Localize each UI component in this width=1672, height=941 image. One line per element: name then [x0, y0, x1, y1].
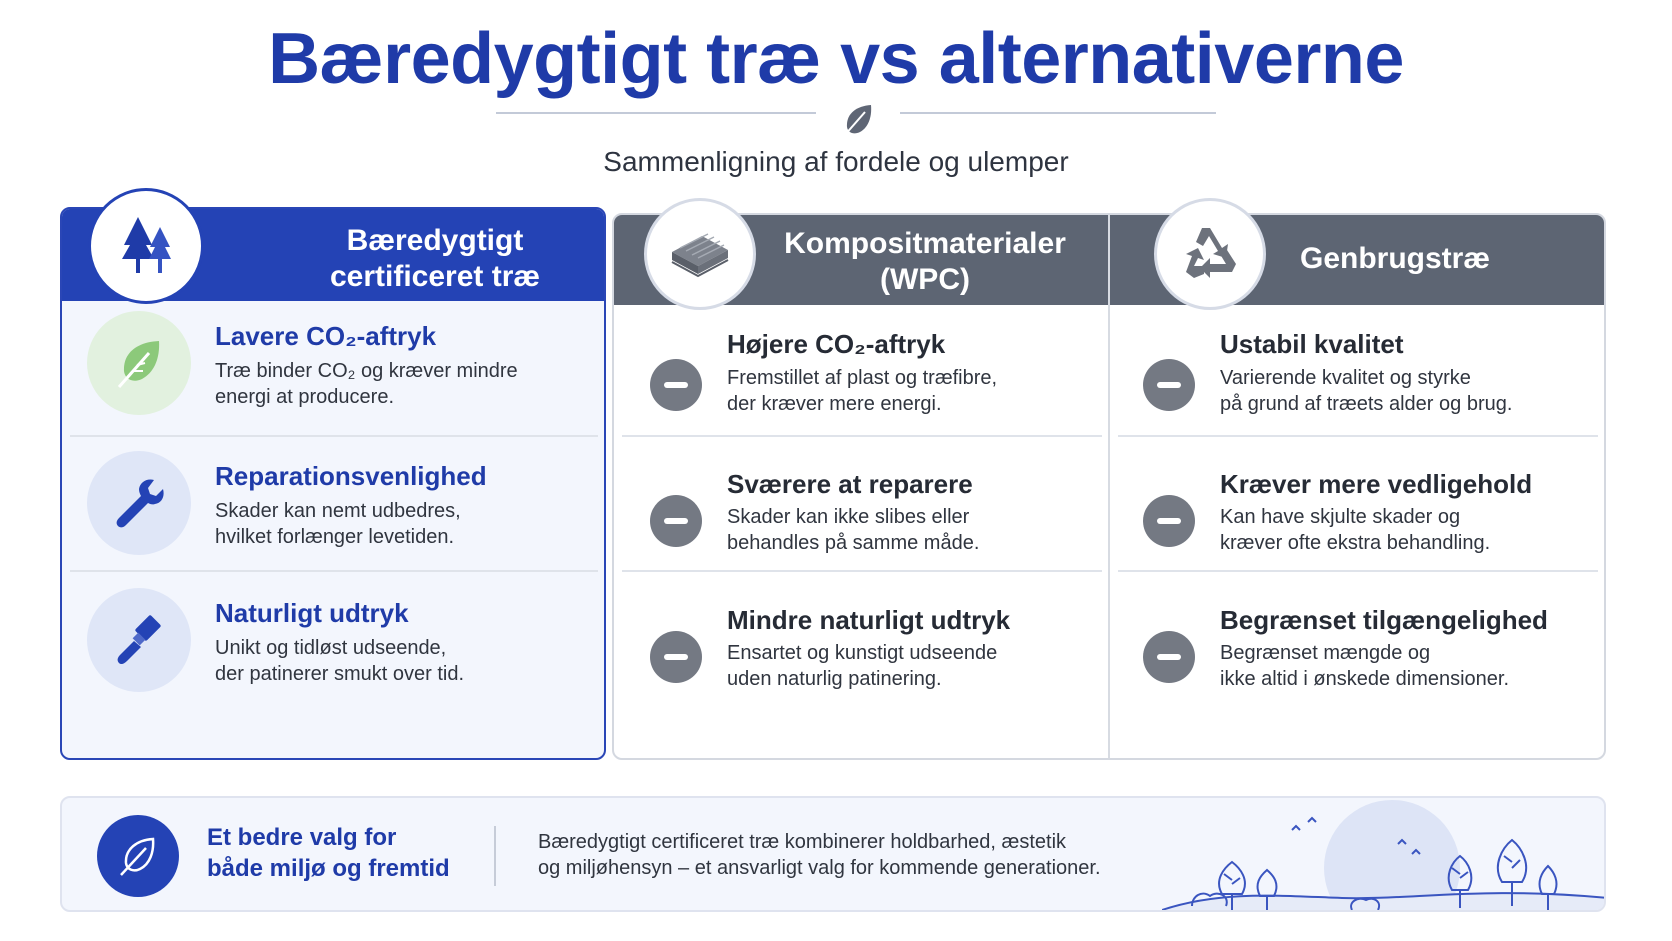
leaf-outline-icon-badge	[97, 815, 179, 897]
leaf-icon	[838, 100, 878, 140]
title-divider-left	[496, 112, 816, 114]
recycled-heading: Genbrugstræ	[1299, 242, 1491, 275]
wrench-icon	[110, 474, 168, 532]
drawback-text: Skader kan ikke slibes eller behandles på samme måde.	[727, 506, 980, 554]
row-separator	[622, 570, 1102, 572]
benefit-title: Reparationsvenlighed	[215, 461, 487, 491]
row-separator	[70, 435, 598, 437]
drawback-text: Varierende kvalitet og styrke på grund af træets alder og brug.	[1220, 367, 1513, 415]
wpc-heading: Kompositmaterialer (WPC)	[784, 227, 1066, 296]
planks-icon-circle	[644, 198, 756, 310]
banner-separator	[494, 826, 496, 886]
leaf-outline-icon	[113, 831, 163, 881]
title-divider-right	[900, 112, 1216, 114]
column-separator	[1108, 215, 1110, 760]
minus-icon	[650, 495, 702, 547]
paintbrush-icon-badge	[87, 588, 191, 692]
page-title: Bæredygtigt træ vs alternativerne	[268, 19, 1404, 99]
banner-text: Bæredygtigt certificeret træ kombinerer holdbarhed, æstetik og miljøhensyn – et ansvarligt valg for kommende generationer.	[538, 831, 1101, 879]
minus-icon	[650, 631, 702, 683]
benefit-text: Skader kan nemt udbedres, hvilket forlænger levetiden.	[215, 500, 461, 548]
sustainable-wood-heading: Bæredygtigt certificeret træ	[329, 224, 541, 293]
benefit-text: Unikt og tidløst udseende, der patinerer smukt over tid.	[215, 637, 464, 685]
trees-icon	[111, 211, 181, 281]
banner-title: Et bedre valg for både miljø og fremtid	[207, 824, 450, 882]
conclusion-banner	[60, 796, 1606, 912]
benefit-title: Lavere CO₂-aftryk	[215, 321, 437, 351]
forest-landscape-illustration	[1162, 798, 1606, 912]
page-subtitle: Sammenligning af fordele og ulemper	[603, 146, 1069, 177]
minus-icon	[650, 359, 702, 411]
drawback-text: Begrænset mængde og ikke altid i ønskede dimensioner.	[1220, 642, 1510, 690]
row-separator	[70, 570, 598, 572]
minus-icon	[1143, 359, 1195, 411]
drawback-text: Fremstillet af plast og træfibre, der kræver mere energi.	[727, 367, 998, 415]
row-separator	[1118, 570, 1598, 572]
drawback-text: Ensartet og kunstigt udseende uden naturlig patinering.	[727, 642, 998, 690]
drawback-title: Kræver mere vedligehold	[1220, 469, 1533, 499]
drawback-title: Højere CO₂-aftryk	[727, 329, 946, 359]
row-separator	[1118, 435, 1598, 437]
planks-icon	[664, 218, 736, 290]
wrench-icon-badge	[87, 451, 191, 555]
benefit-text: Træ binder CO₂ og kræver mindre energi at producere.	[215, 360, 518, 408]
drawback-title: Begrænset tilgængelighed	[1220, 605, 1548, 635]
minus-icon	[1143, 495, 1195, 547]
drawback-title: Mindre naturligt udtryk	[727, 605, 1011, 635]
drawback-text: Kan have skjulte skader og kræver ofte ekstra behandling.	[1220, 506, 1491, 554]
minus-icon	[1143, 631, 1195, 683]
drawback-title: Ustabil kvalitet	[1220, 329, 1404, 359]
benefit-title: Naturligt udtryk	[215, 598, 409, 628]
paintbrush-icon	[110, 611, 168, 669]
trees-icon-circle	[88, 188, 204, 304]
leaf-icon-badge	[87, 311, 191, 415]
drawback-title: Sværere at reparere	[727, 469, 973, 499]
recycle-icon-circle	[1154, 198, 1266, 310]
row-separator	[622, 435, 1102, 437]
recycle-icon	[1176, 220, 1244, 288]
leaf-icon	[109, 333, 169, 393]
